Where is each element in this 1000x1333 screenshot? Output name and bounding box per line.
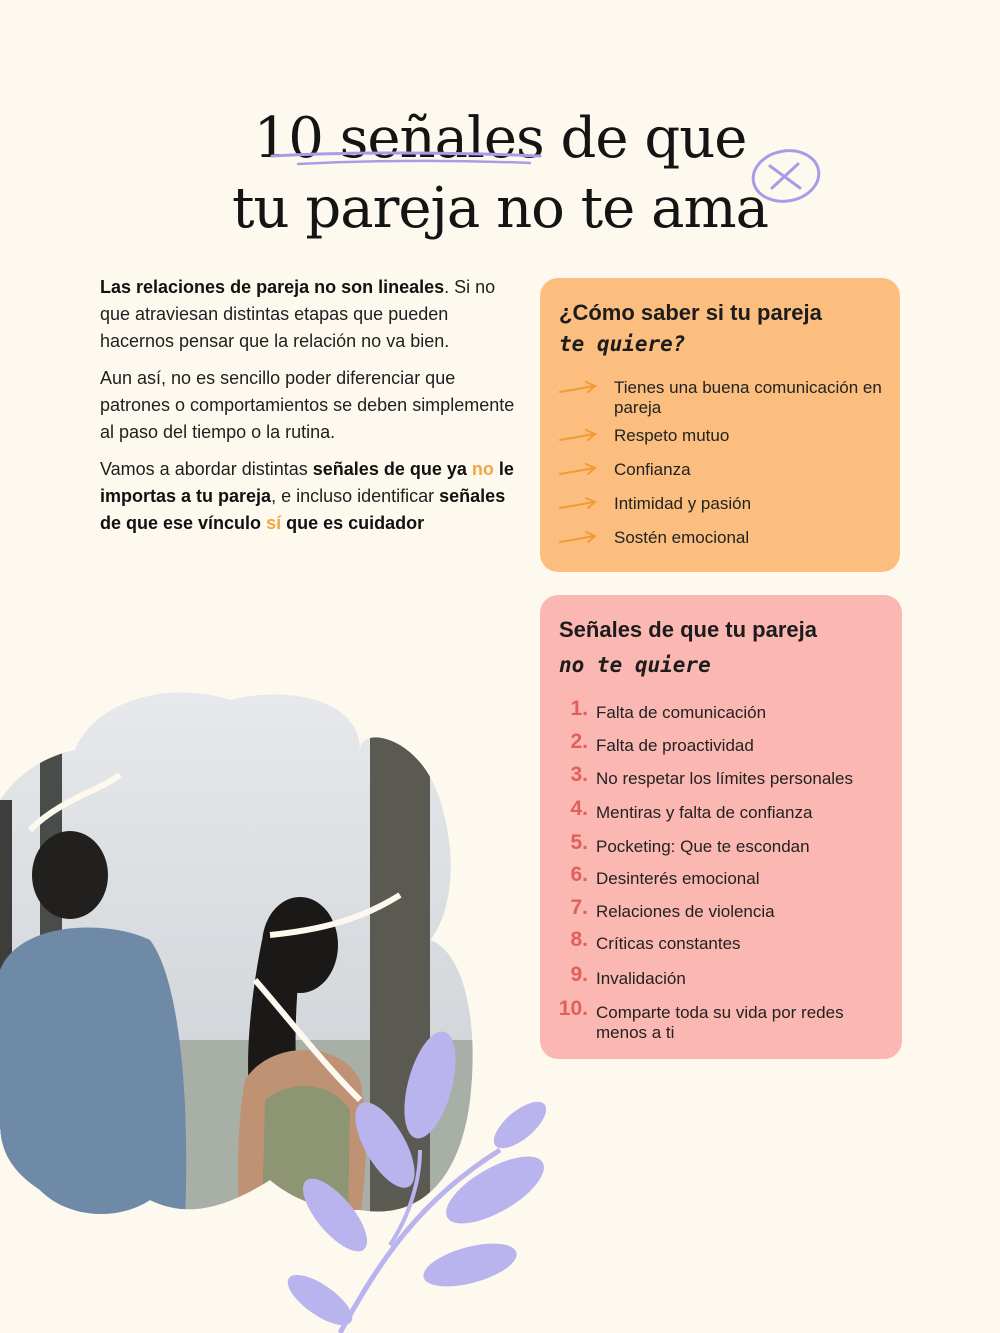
title-line-2: tu pareja no te ama <box>232 176 768 241</box>
positive-card-subtitle: te quiere? <box>559 332 686 356</box>
negative-signs-card <box>540 595 902 1059</box>
intro-paragraph-3: Vamos a abordar distintas señales de que ya no le importas a tu pareja, e incluso identificar señales de que ese vínculo sí que es cuidador <box>100 459 514 533</box>
arrow-icon <box>558 496 598 514</box>
list-item: 10. Comparte toda su vida por redes menos a ti <box>554 1003 846 1043</box>
list-item: 5. Pocketing: Que te escondan <box>554 837 894 857</box>
list-item: Confianza <box>558 460 888 480</box>
list-item: Tienes una buena comunicación en pareja <box>558 378 888 418</box>
list-number: 7. <box>570 896 588 919</box>
list-number: 10. <box>558 997 588 1020</box>
intro-paragraph-1: Las relaciones de pareja no son lineales. Si no que atraviesan distintas etapas que pueden hacernos pensar que la relación no va bien. <box>100 277 496 351</box>
list-number: 4. <box>570 797 588 820</box>
list-item: Intimidad y pasión <box>558 494 888 514</box>
list-number: 6. <box>570 863 588 886</box>
list-item: 8. Críticas constantes <box>554 934 894 954</box>
list-item: 3. No respetar los límites personales <box>554 769 894 789</box>
negative-card-subtitle: no te quiere <box>559 653 711 677</box>
intro-text <box>100 274 520 547</box>
list-item: 2. Falta de proactividad <box>554 736 894 756</box>
negative-card-title: Señales de que tu pareja <box>559 617 817 642</box>
list-item: 4. Mentiras y falta de confianza <box>554 803 894 823</box>
list-item: 6. Desinterés emocional <box>554 869 894 889</box>
positive-card-title: ¿Cómo saber si tu pareja <box>559 300 822 325</box>
list-item: Respeto mutuo <box>558 426 888 446</box>
negative-signs-list <box>554 697 894 1043</box>
list-item: Sostén emocional <box>558 528 888 548</box>
arrow-icon <box>558 380 598 398</box>
list-number: 2. <box>570 730 588 753</box>
positive-signs-list <box>558 378 888 548</box>
list-number: 8. <box>570 928 588 951</box>
intro-paragraph-2: Aun así, no es sencillo poder diferenciar que patrones o comportamientos se deben simplemente al paso del tiempo o la rutina. <box>100 368 515 442</box>
x-circle-icon <box>748 146 824 208</box>
title-underline-scribble <box>268 138 548 178</box>
list-number: 9. <box>570 963 588 986</box>
list-number: 1. <box>570 697 588 720</box>
list-number: 5. <box>570 831 588 854</box>
list-number: 3. <box>570 763 588 786</box>
title-line-1: 10 señales de que <box>253 106 747 171</box>
list-item: 9. Invalidación <box>554 969 894 989</box>
list-item: 7. Relaciones de violencia <box>554 902 894 922</box>
arrow-icon <box>558 428 598 446</box>
leaf-branch-illustration <box>270 1030 570 1333</box>
positive-signs-card <box>540 278 900 572</box>
list-item: 1. Falta de comunicación <box>554 703 894 723</box>
arrow-icon <box>558 530 598 548</box>
arrow-icon <box>558 462 598 480</box>
